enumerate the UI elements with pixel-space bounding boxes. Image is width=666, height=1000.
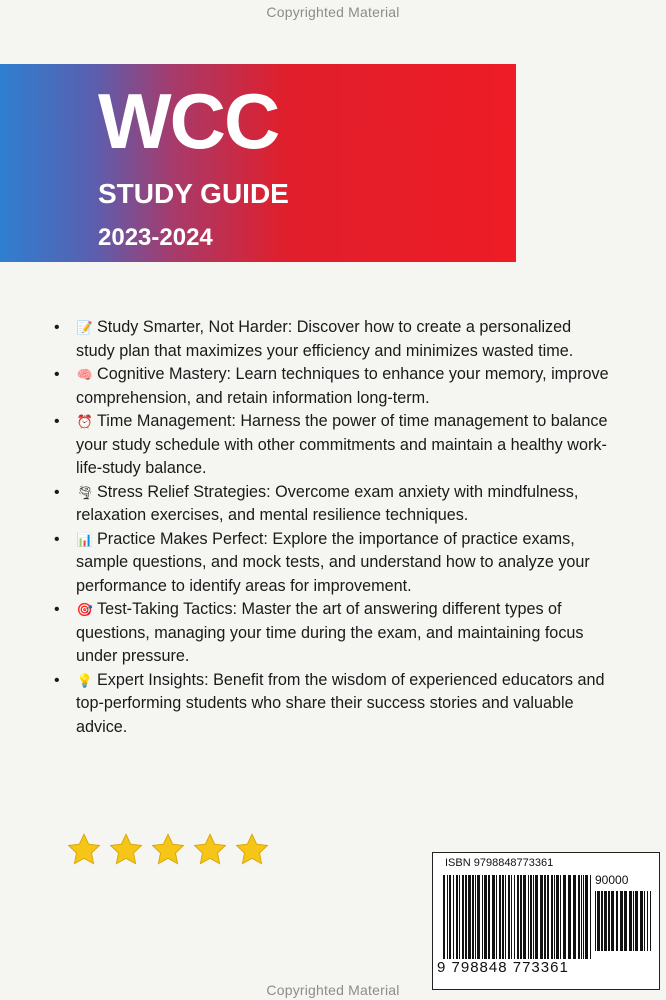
bar-chart-icon: 📊 <box>76 531 94 547</box>
book-subtitle: STUDY GUIDE <box>98 178 289 209</box>
barcode-bars <box>443 875 593 959</box>
list-item-text: Expert Insights: Benefit from the wisdom of experienced educators and top-performing students who share their success stories and valuable advice. <box>76 670 605 736</box>
light-bulb-icon: 💡 <box>76 672 94 688</box>
list-item-text: Time Management: Harness the power of time management to balance your study schedule with other commitments and maintain a healthy work-life-study balance. <box>76 412 608 477</box>
list-item-text: Stress Relief Strategies: Overcome exam anxiety with mindfulness, relaxation exercises, and mental resilience techniques. <box>76 482 579 524</box>
list-item-text: Cognitive Mastery: Learn techniques to enhance your memory, improve comprehension, and retain information long-term. <box>76 365 609 407</box>
alarm-clock-icon: ⏰ <box>76 414 94 429</box>
list-item-text: Practice Makes Perfect: Explore the importance of practice exams, sample questions, and mock tests, and understand how to analyze your performance to identify areas for improvement. <box>76 529 590 595</box>
copyright-watermark-bottom: Copyrighted Material <box>266 982 400 998</box>
book-year: 2023-2024 <box>98 224 213 251</box>
star-icon <box>150 832 186 868</box>
star-icon <box>108 832 144 868</box>
star-icon <box>192 832 228 868</box>
list-item-text: Test-Taking Tactics: Master the art of answering different types of questions, managing your time during the exam, and maintaining focus under pressure. <box>76 600 584 665</box>
brain-icon: 🧠 <box>76 367 94 382</box>
price-barcode-bars <box>595 891 651 951</box>
list-item: • 📊 Practice Makes Perfect: Explore the importance of practice exams, sample questions, and mock tests, and understand how to analyze your performance to identify areas for improvement. <box>54 529 590 595</box>
list-item: • ⏰ Time Management: Harness the power of time management to balance your study schedule with other commitments and maintain a healthy work-life-study balance. <box>54 412 608 477</box>
star-icon <box>234 832 270 868</box>
memo-icon: 📝 <box>76 320 94 335</box>
feature-list <box>54 316 614 739</box>
list-item-text: Study Smarter, Not Harder: Discover how to create a personalized study plan that maximizes your efficiency and minimizes wasted time. <box>76 318 574 360</box>
list-item: • 🎯 Test-Taking Tactics: Master the art of answering different types of questions, managing your time during the exam, and maintaining focus under pressure. <box>54 600 584 665</box>
isbn-barcode <box>432 852 660 990</box>
list-item: • 📝 Study Smarter, Not Harder: Discover how to create a personalized study plan that maximizes your efficiency and minimizes wasted time. <box>54 318 574 360</box>
ean-digits: 9 798848 773361 <box>437 959 569 976</box>
list-item: • 🌪 Stress Relief Strategies: Overcome exam anxiety with mindfulness, relaxation exercises, and mental resilience techniques. <box>54 482 579 524</box>
target-icon: 🎯 <box>76 602 94 617</box>
price-code: 90000 <box>595 873 629 887</box>
list-item: • 💡 Expert Insights: Benefit from the wisdom of experienced educators and top-performing students who share their success stories and valuable advice. <box>54 670 605 736</box>
tornado-icon: 🌪 <box>76 484 94 500</box>
list-item: • 🧠 Cognitive Mastery: Learn techniques to enhance your memory, improve comprehension, and retain information long-term. <box>54 365 609 407</box>
star-icon <box>66 832 102 868</box>
copyright-watermark-top: Copyrighted Material <box>266 4 400 20</box>
book-title: WCC <box>98 77 279 165</box>
isbn-label: ISBN 9798848773361 <box>445 857 554 869</box>
